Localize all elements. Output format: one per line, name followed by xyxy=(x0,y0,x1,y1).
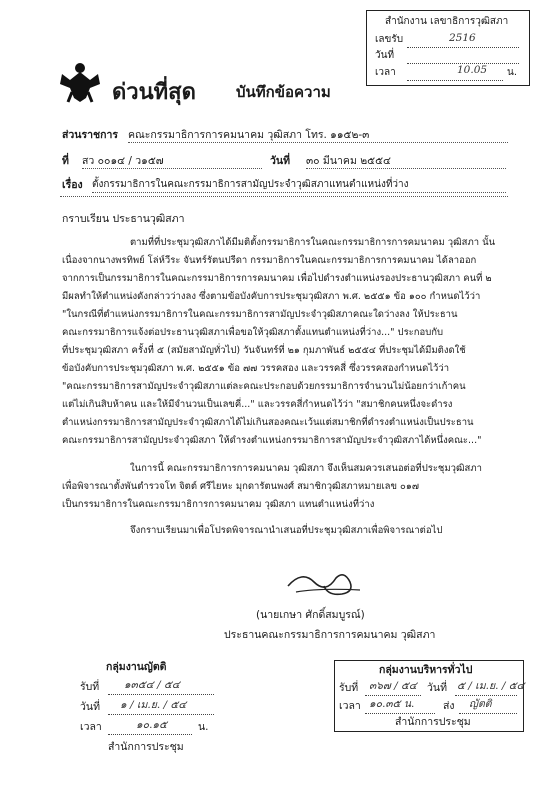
stamp-left-date-label: วันที่ xyxy=(80,701,100,713)
p2-line-2: เพื่อพิจารณาตั้งพันตำรวจโท จิตต์ ศรีไยหะ มุกดารัตนพงศ์ สมาชิกวุฒิสภาหมายเลข ๐๑๗ xyxy=(62,481,419,492)
stamp-right-date-value: ๕ / เม.ย. / ๕๔ xyxy=(457,680,525,692)
receipt-reg-label: เลขรับ xyxy=(375,34,404,45)
stamp-left xyxy=(80,660,220,760)
stamp-left-date-value: ๑ / เม.ย. / ๕๔ xyxy=(120,699,187,711)
stamp-left-time-label: เวลา xyxy=(80,721,102,733)
signature-scribble-icon xyxy=(284,564,364,600)
receipt-stamp-org: สำนักงาน เลขาธิการวุฒิสภา xyxy=(385,16,509,27)
stamp-left-reg-value: ๑๓๕๔ / ๕๔ xyxy=(124,679,180,691)
garuda-emblem-icon xyxy=(58,58,102,104)
stamp-right-time-value: ๑๐.๓๕ น. xyxy=(369,698,415,710)
p1-line-12: คณะกรรมาธิการสามัญประจำวุฒิสภา ให้ดำรงตำแหน่งกรรมาธิการสามัญประจำวุฒิสภาได้หนึ่งคณะ..." xyxy=(62,435,482,446)
p2-line-3: เป็นกรรมาธิการในคณะกรรมาธิการการคมนาคม วุฒิสภา แทนตำแหน่งที่ว่าง xyxy=(62,499,375,510)
signatory-name: (นายเกษา ศักดิ์สมบูรณ์) xyxy=(256,609,365,621)
p1-line-10: แต่ไม่เกินสิบห้าคน และให้มีจำนวนเป็นเลขคี่..." และวรรคสี่กำหนดไว้ว่า "สมาชิกคนหนึ่งจะดำรง xyxy=(62,399,453,410)
urgency-label: ด่วนที่สุด xyxy=(112,80,196,105)
p1-line-5: "ในกรณีที่ตำแหน่งกรรมาธิการในคณะกรรมาธิการสามัญประจำวุฒิสภาคณะใดว่างลง ให้ประธาน xyxy=(62,309,458,320)
p1-line-3: จากการเป็นกรรมาธิการในคณะกรรมาธิการการคมนาคม เพื่อไปดำรงตำแหน่งรองประธานวุฒิสภา คนที่ ๒ xyxy=(62,273,492,284)
stamp-right-date-label: วันที่ xyxy=(427,682,447,694)
receipt-stamp xyxy=(366,10,530,86)
stamp-left-title: กลุ่มงานญัตติ xyxy=(106,661,167,673)
stamp-right-send-label: ส่ง xyxy=(443,700,455,712)
p1-line-11: ตำแหน่งกรรมาธิการสามัญประจำวุฒิสภาได้ไม่เกินสองคณะเว้นแต่สมาชิกที่ดำรงตำแหน่งเป็นประธาน xyxy=(62,417,474,428)
ref-value: สว ๐๐๑๔ / ว๑๕๗ xyxy=(82,154,262,169)
header-divider xyxy=(60,196,508,197)
memo-title: บันทึกข้อความ xyxy=(236,83,331,101)
ref-label: ที่ xyxy=(62,155,69,167)
stamp-right-reg-value: ๓๖๗ / ๕๔ xyxy=(369,680,417,692)
date-label: วันที่ xyxy=(270,155,290,167)
stamp-left-time-value: ๑๐.๑๕ xyxy=(136,719,168,731)
receipt-date-label: วันที่ xyxy=(375,50,395,61)
receipt-time-value: 10.05 xyxy=(457,64,488,76)
stamp-right-reg-label: รับที่ xyxy=(339,682,359,694)
receipt-time-unit: น. xyxy=(507,67,518,78)
p1-line-7: ที่ประชุมวุฒิสภา ครั้งที่ ๕ (สมัยสามัญทั่วไป) วันจันทร์ที่ ๒๑ กุมภาพันธ์ ๒๕๕๔ ที่ประชุมได้มีมติงดใช้ xyxy=(62,345,466,356)
stamp-right-office: สำนักการประชุม xyxy=(395,716,471,728)
dept-value: คณะกรรมาธิการการคมนาคม วุฒิสภา โทร. ๑๑๕๒-๓ xyxy=(128,128,508,143)
stamp-right-time-label: เวลา xyxy=(339,700,361,712)
receipt-time-label: เวลา xyxy=(375,67,396,78)
receipt-time-line xyxy=(407,66,503,81)
salutation: กราบเรียน ประธานวุฒิสภา xyxy=(62,213,185,225)
signatory-position: ประธานคณะกรรมาธิการการคมนาคม วุฒิสภา xyxy=(224,629,436,641)
receipt-reg-value: 2516 xyxy=(449,32,476,44)
p2-line-1: ในการนี้ คณะกรรมาธิการการคมนาคม วุฒิสภา จึงเห็นสมควรเสนอต่อที่ประชุมวุฒิสภา xyxy=(130,463,482,474)
stamp-left-time-unit: น. xyxy=(198,721,209,733)
p1-line-1: ตามที่ที่ประชุมวุฒิสภาได้มีมติตั้งกรรมาธิการในคณะกรรมาธิการการคมนาคม วุฒิสภา นั้น xyxy=(130,237,496,248)
stamp-right-title: กลุ่มงานบริหารทั่วไป xyxy=(379,664,473,676)
stamp-left-office: สำนักการประชุม xyxy=(108,741,184,753)
stamp-right-send-value: ญัตติ xyxy=(469,698,492,710)
receipt-date-line xyxy=(407,49,519,64)
stamp-right xyxy=(334,660,524,732)
subject-value: ตั้งกรรมาธิการในคณะกรรมาธิการสามัญประจำวุฒิสภาแทนตำแหน่งที่ว่าง xyxy=(92,178,506,193)
p1-line-4: มีผลทำให้ตำแหน่งดังกล่าวว่างลง ซึ่งตามข้อบังคับการประชุมวุฒิสภา พ.ศ. ๒๕๕๑ ข้อ ๑๐๐ กำหนดไว้ว่า xyxy=(62,291,481,302)
closing-line: จึงกราบเรียนมาเพื่อโปรดพิจารณานำเสนอที่ประชุมวุฒิสภาเพื่อพิจารณาต่อไป xyxy=(130,525,443,536)
stamp-left-reg-label: รับที่ xyxy=(80,681,100,693)
p1-line-2: เนื่องจากนางพรทิพย์ โล่ห์วีระ จันทร์รัตนปรีดา กรรมาธิการในคณะกรรมาธิการการคมนาคม ได้ลาออก xyxy=(62,255,477,266)
dept-label: ส่วนราชการ xyxy=(62,129,119,141)
p1-line-6: คณะกรรมาธิการแจ้งต่อประธานวุฒิสภาเพื่อขอให้วุฒิสภาตั้งแทนตำแหน่งที่ว่าง..." ประกอบกับ xyxy=(62,327,444,338)
subject-label: เรื่อง xyxy=(62,179,83,191)
p1-line-8: ข้อบังคับการประชุมวุฒิสภา พ.ศ. ๒๕๕๑ ข้อ ๗๗ วรรคสอง และวรรคสี่ ซึ่งวรรคสองกำหนดไว้ว่า xyxy=(62,363,450,374)
p1-line-9: "คณะกรรมาธิการสามัญประจำวุฒิสภาแต่ละคณะประกอบด้วยกรรมาธิการจำนวนไม่น้อยกว่าเก้าคน xyxy=(62,381,466,392)
date-value: ๓๐ มีนาคม ๒๕๕๔ xyxy=(306,154,506,169)
